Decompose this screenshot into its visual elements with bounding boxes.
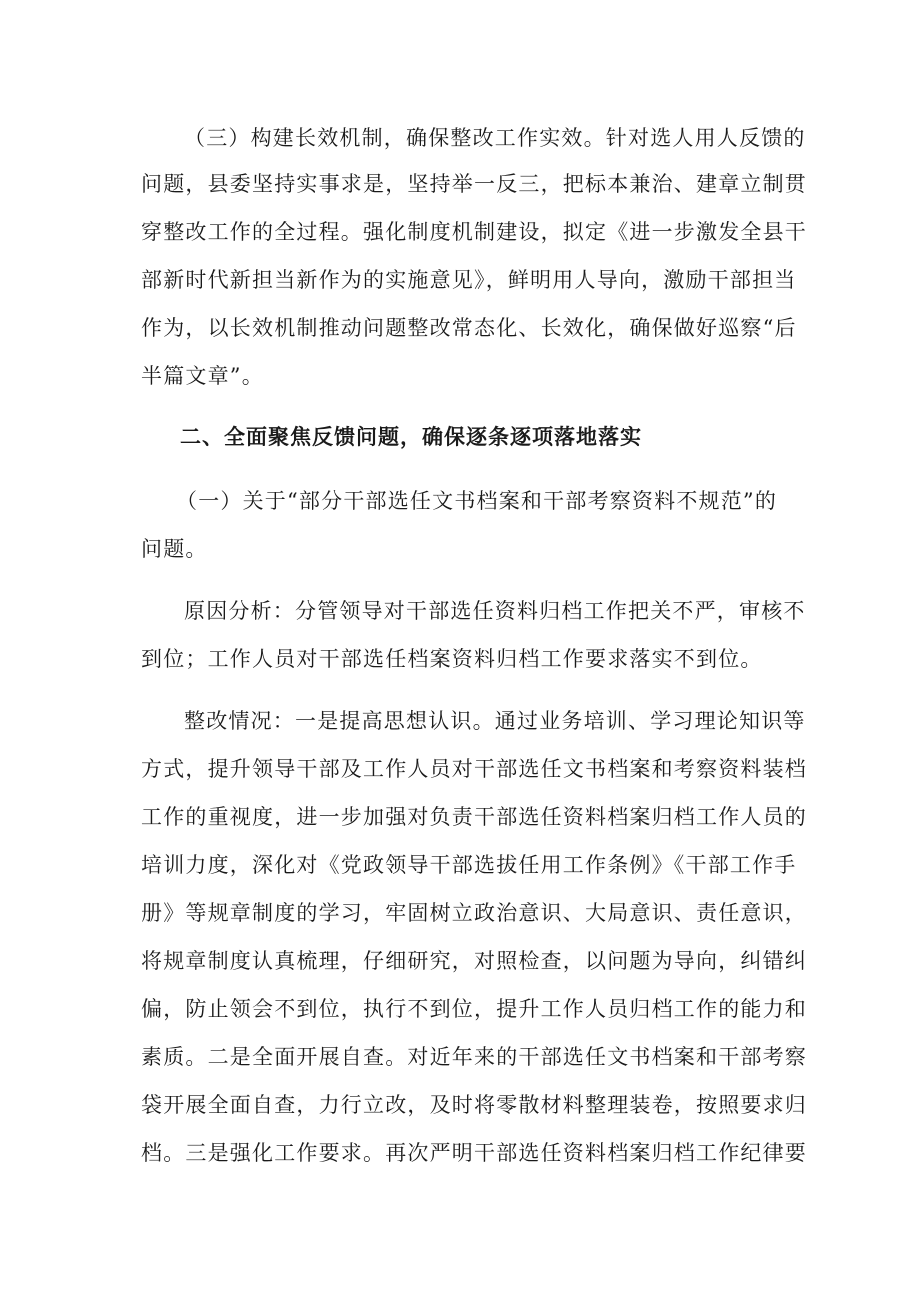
- text-line: 档。三是强化工作要求。再次严明干部选任资料档案归档工作纪律要: [141, 1141, 807, 1165]
- text-line: 工作的重视度，进一步加强对负责干部选任资料档案归档工作人员的: [141, 805, 807, 829]
- text-line: （三）构建长效机制，确保整改工作实效。针对选人用人反馈的: [184, 126, 806, 150]
- text-line: 到位；工作人员对干部选任档案资料归档工作要求落实不到位。: [141, 647, 763, 671]
- text-line: 册》等规章制度的学习，牢固树立政治意识、大局意识、责任意识，: [141, 901, 807, 925]
- text-line: 半篇文章”。: [141, 364, 264, 388]
- text-line: 部新时代新担当新作为的实施意见》，鲜明用人导向，激励干部担当: [141, 268, 797, 292]
- text-line: 问题。: [141, 537, 208, 561]
- text-line: 培训力度，深化对《党政领导干部选拔任用工作条例》《干部工作手: [141, 853, 797, 877]
- text-line: 整改情况：一是提高思想认识。通过业务培训、学习理论知识等: [184, 709, 806, 733]
- text-line: 将规章制度认真梳理，仔细研究，对照检查，以问题为导向，纠错纠: [141, 949, 807, 973]
- text-line: 问题，县委坚持实事求是，坚持举一反三，把标本兼治、建章立制贯: [141, 172, 807, 196]
- text-line: 方式，提升领导干部及工作人员对干部选任文书档案和考察资料装档: [141, 757, 807, 781]
- text-line: 袋开展全面自查，力行立改，及时将零散材料整理装卷，按照要求归: [141, 1093, 807, 1117]
- text-line: （一）关于“部分干部选任文书档案和干部考察资料不规范”的: [176, 489, 778, 513]
- text-line: 素质。二是全面开展自查。对近年来的干部选任文书档案和干部考察: [141, 1045, 807, 1069]
- text-line: 穿整改工作的全过程。强化制度机制建设，拟定《进一步激发全县干: [141, 220, 807, 244]
- section-heading: 二、全面聚焦反馈问题，确保逐条逐项落地落实: [180, 425, 642, 449]
- text-line: 偏，防止领会不到位，执行不到位，提升工作人员归档工作的能力和: [141, 997, 807, 1021]
- text-line: 原因分析：分管领导对干部选任资料归档工作把关不严，审核不: [184, 599, 806, 623]
- text-line: 作为，以长效机制推动问题整改常态化、长效化，确保做好巡察“后: [141, 316, 797, 340]
